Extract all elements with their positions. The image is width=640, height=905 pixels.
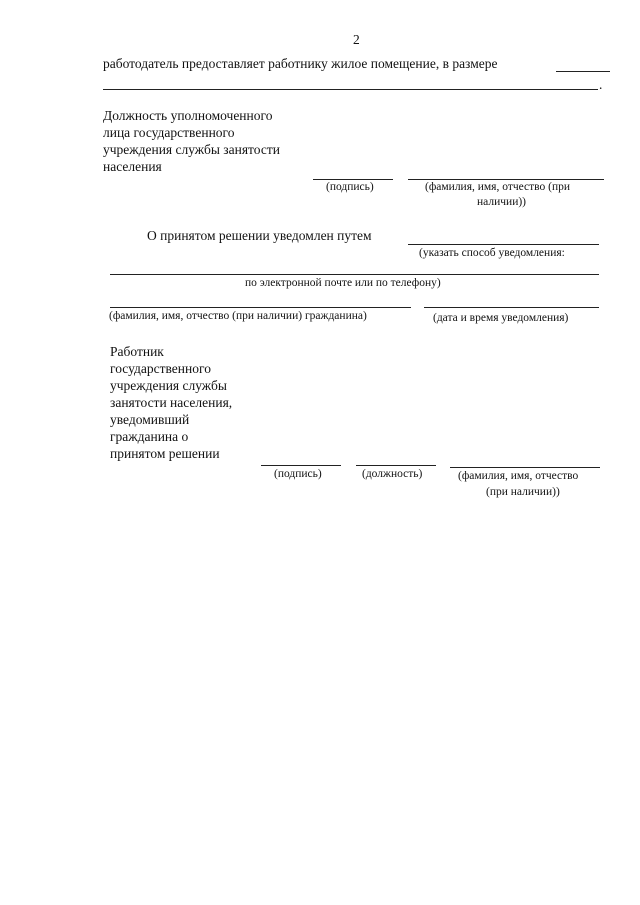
intro-text: работодатель предоставляет работнику жилое помещение, в размере <box>103 56 498 71</box>
employee-line-3: учреждения службы <box>110 378 227 393</box>
employee-line-2: государственного <box>110 361 211 376</box>
employee-position-label <box>110 343 232 462</box>
official-signature-caption: (подпись) <box>326 181 374 193</box>
employee-signature-caption: (подпись) <box>274 468 322 480</box>
size-continuation-line <box>103 89 598 90</box>
size-blank-line <box>556 71 610 72</box>
employee-signature-line <box>261 465 341 466</box>
notification-method-caption-cont: по электронной почте или по телефону) <box>245 277 441 289</box>
employee-position-caption: (должность) <box>362 468 423 480</box>
official-signature-line <box>313 179 393 180</box>
employee-line-5: уведомивший <box>110 412 190 427</box>
notification-method-line <box>408 244 599 245</box>
notification-method-caption: (указать способ уведомления: <box>419 247 565 259</box>
employee-position-line <box>356 465 436 466</box>
employee-name-line <box>450 467 600 468</box>
citizen-name-line <box>110 307 411 308</box>
official-name-caption-2: наличии)) <box>477 196 527 208</box>
official-name-caption-1: (фамилия, имя, отчество (при <box>425 181 571 193</box>
page-number: 2 <box>353 32 360 47</box>
employee-line-1: Работник <box>110 344 164 359</box>
citizen-name-caption: (фамилия, имя, отчество (при наличии) гражданина) <box>109 310 367 322</box>
official-line-3: учреждения службы занятости <box>103 142 280 157</box>
employee-name-caption-2: (при наличии)) <box>486 486 560 498</box>
employee-line-6: гражданина о <box>110 429 189 444</box>
employee-line-7: принятом решении <box>110 446 220 461</box>
notification-text: О принятом решении уведомлен путем <box>147 228 372 243</box>
employee-name-caption-1: (фамилия, имя, отчество <box>458 470 579 482</box>
notification-method-line-2 <box>110 274 599 275</box>
employee-line-4: занятости населения, <box>110 395 233 410</box>
official-line-1: Должность уполномоченного <box>103 108 273 123</box>
official-position-label <box>103 107 280 175</box>
notification-datetime-line <box>424 307 599 308</box>
notification-datetime-caption: (дата и время уведомления) <box>433 312 569 324</box>
official-line-4: населения <box>103 159 162 174</box>
official-name-line <box>408 179 604 180</box>
intro-end-mark: . <box>599 77 603 92</box>
official-line-2: лица государственного <box>103 125 235 140</box>
